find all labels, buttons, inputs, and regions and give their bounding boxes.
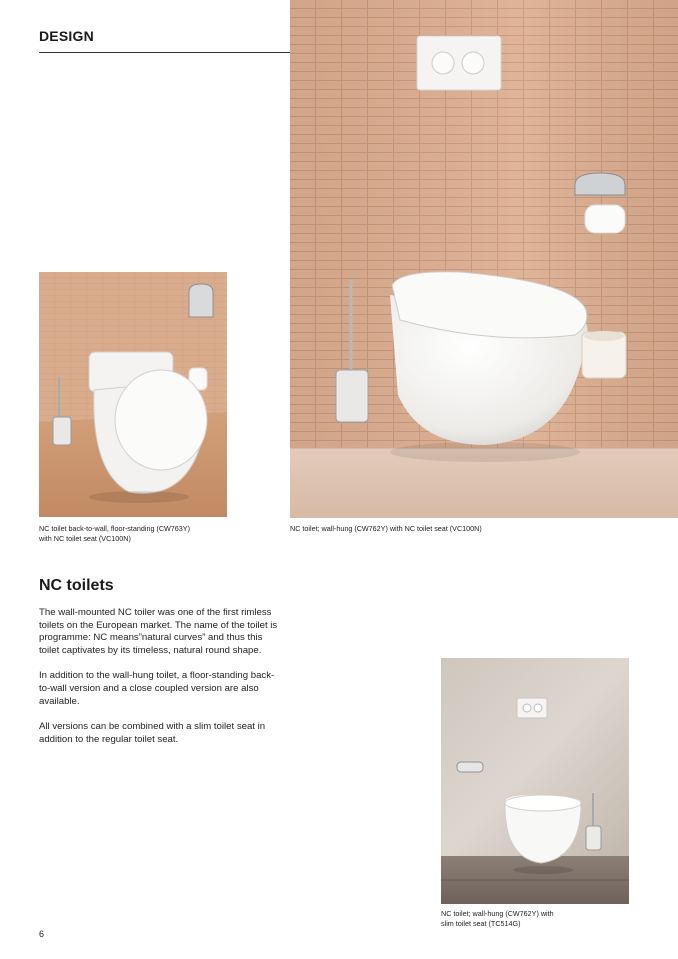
caption-line: with NC toilet seat (VC100N) (39, 533, 131, 543)
caption-line: NC toilet back-to-wall, floor-standing (CW763Y) (39, 524, 190, 533)
paragraph: All versions can be combined with a slim toilet seat in addition to the regular toilet seat. (39, 721, 266, 745)
paragraph: In addition to the wall-hung toilet, a floor-standing back-to-wall version and a close coupled version are also available. (39, 670, 275, 707)
article-heading: NC toilets (39, 577, 114, 594)
figure-caption-wall-hung-slim (441, 909, 631, 928)
article-body (39, 607, 279, 759)
caption-line: NC toilet; wall-hung (CW762Y) with (441, 909, 554, 918)
caption-line: NC toilet; wall-hung (CW762Y) with NC toilet seat (VC100N) (290, 524, 482, 533)
wall-hung-toilet-photo (290, 0, 678, 518)
caption-line: slim toilet seat (TC514G) (441, 918, 521, 928)
floor-standing-toilet-photo (39, 272, 227, 517)
page-number: 6 (39, 929, 45, 939)
figure-caption-wall-hung (290, 524, 550, 534)
paragraph: The wall-mounted NC toiler was one of the first rimless toilets on the European market. The name of the toilet is programme: NC means”natural curves” and thus this toilet captivates by its timeless, natural round shape. (39, 607, 278, 656)
section-title: DESIGN (39, 28, 94, 44)
figure-caption-floor-standing (39, 524, 239, 543)
wall-hung-slim-seat-photo (441, 658, 629, 904)
